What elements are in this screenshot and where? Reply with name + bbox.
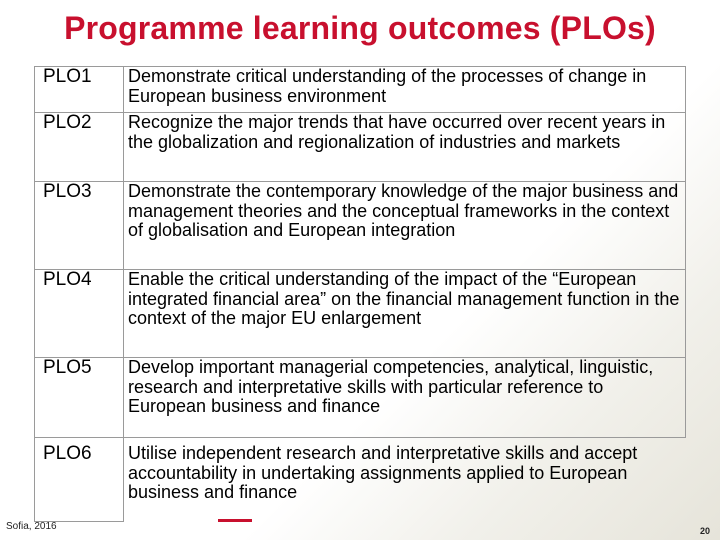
plo-description-cell (124, 358, 686, 438)
slide-title: Programme learning outcomes (PLOs) (64, 10, 656, 46)
plo-code: PLO2 (43, 112, 92, 133)
plo-description: Recognize the major trends that have occurred over recent years in the globalization and regionalization of industries and markets (128, 112, 666, 152)
page-number: 20 (699, 526, 710, 536)
plo-code: PLO5 (43, 357, 92, 378)
plo-description-cell (124, 270, 686, 358)
plo-code-cell (35, 270, 124, 358)
plo-description: Utilise independent research and interpretative skills and accept accountability in undertaking assignments applied to European business and finance (128, 443, 638, 503)
table-row (35, 182, 686, 270)
plo-code: PLO4 (43, 269, 92, 290)
plo-description-cell (124, 438, 686, 522)
plo-code: PLO3 (43, 181, 92, 202)
table-row (35, 113, 686, 182)
table-row (35, 358, 686, 438)
table-row (35, 270, 686, 358)
plo-description-cell (124, 67, 686, 113)
plo-description-cell (124, 182, 686, 270)
plo-code: PLO6 (43, 443, 92, 464)
plo-description: Develop important managerial competencies, analytical, linguistic, research and interpretative skills with particular reference to European business and finance (128, 357, 654, 417)
plo-description: Enable the critical understanding of the impact of the “European integrated financial area” on the financial management function in the context of the major EU enlargement (128, 269, 680, 329)
plo-code-cell (35, 113, 124, 182)
plo-description: Demonstrate critical understanding of the processes of change in European business environment (128, 66, 647, 106)
footer-location-date: Sofia, 2016 (6, 521, 57, 532)
plo-code-cell (35, 67, 124, 113)
accent-bar (218, 519, 252, 522)
plo-code-cell (35, 358, 124, 438)
table-row (35, 438, 686, 522)
plo-description-cell (124, 113, 686, 182)
plo-code: PLO1 (43, 66, 92, 87)
table-row (35, 67, 686, 113)
plo-table (34, 66, 686, 522)
plo-code-cell (35, 182, 124, 270)
plo-description: Demonstrate the contemporary knowledge of the major business and management theories and the conceptual frameworks in the context of globalisation and European integration (128, 181, 679, 241)
plo-code-cell (35, 438, 124, 522)
